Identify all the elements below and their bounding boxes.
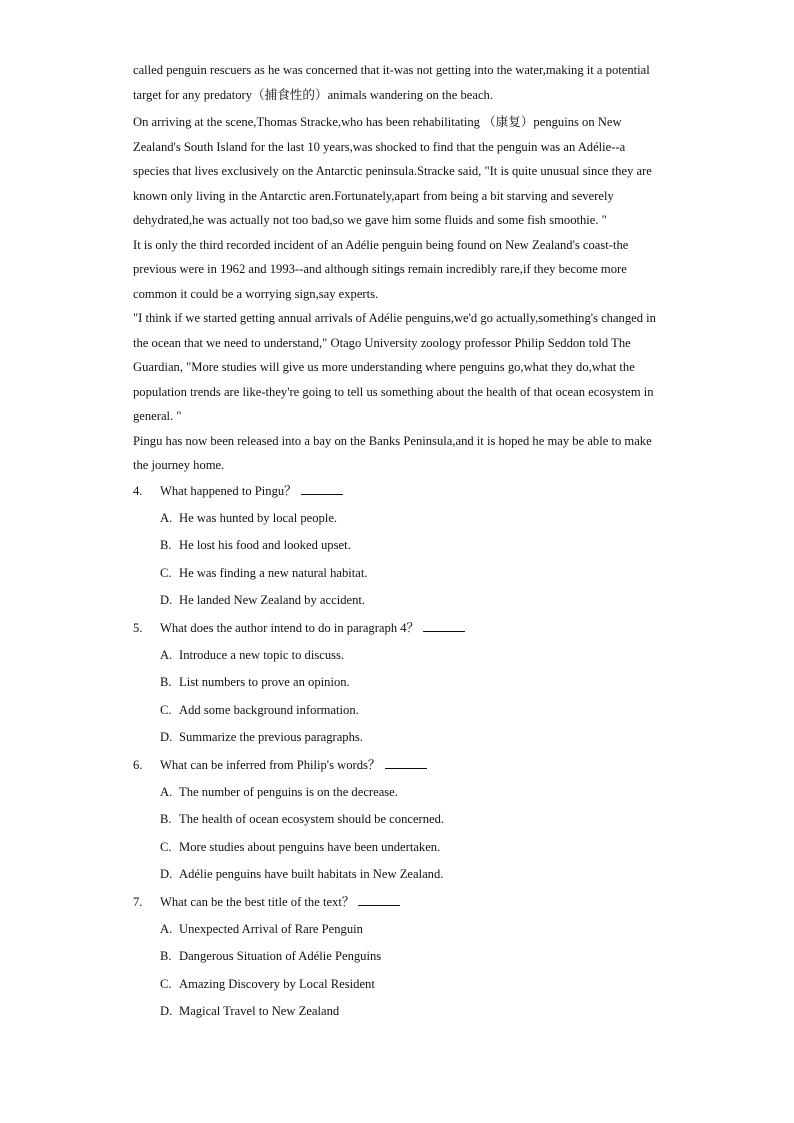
question-text: What happened to Pingu？ — [160, 483, 297, 498]
question-number: 5. — [133, 620, 143, 635]
question-text: What can be the best title of the text？ — [160, 894, 355, 909]
paragraph: Pingu has now been released into a bay on the Banks Peninsula,and it is hoped he may be able to make the journey home. — [133, 433, 652, 472]
option-text: The health of ocean ecosystem should be concerned. — [179, 812, 445, 826]
option-text: The number of penguins is on the decrease. — [179, 784, 398, 799]
question-text: What can be inferred from Philip's words？ — [160, 757, 381, 772]
option-d[interactable] — [133, 998, 663, 1026]
option-c[interactable] — [133, 560, 663, 588]
option-a[interactable] — [133, 505, 663, 533]
option-a[interactable] — [133, 916, 663, 944]
question-4 — [133, 478, 663, 505]
option-letter: B. — [160, 812, 172, 826]
option-b[interactable] — [133, 532, 663, 560]
option-letter: B. — [160, 675, 172, 689]
answer-blank[interactable] — [385, 754, 427, 769]
answer-blank[interactable] — [301, 480, 343, 495]
option-text: Unexpected Arrival of Rare Penguin — [179, 921, 363, 936]
question-number: 6. — [133, 757, 143, 772]
option-letter: A. — [160, 921, 173, 936]
option-text: He was finding a new natural habitat. — [179, 565, 368, 580]
option-letter: A. — [160, 647, 173, 662]
paragraph: On arriving at the scene,Thomas Stracke,who has been rehabilitating （康复）penguins on New Zealand's South Island for the last 10 years,was shocked to find that the penguin was an Adélie--a species that lives exclusively on the Antarctic peninsula.Stracke said, "It is quite unusual since they are known only living in the Antarctic aren.Fortunately,apart from being a bit starving and severely dehydrated,he was actually not too bad,so we gave him some fluids and some fish smoothie. " — [133, 115, 652, 227]
question-5 — [133, 615, 663, 642]
paragraph: It is only the third recorded incident of an Adélie penguin being found on New Zealand's coast-the previous were in 1962 and 1993--and although sitings remain incredibly rare,if they become more common it could be a worrying sign,say experts. — [133, 237, 629, 301]
option-d[interactable] — [133, 861, 663, 889]
option-text: Magical Travel to New Zealand — [179, 1004, 340, 1018]
option-text: Introduce a new topic to discuss. — [179, 647, 345, 662]
option-b[interactable] — [133, 806, 663, 834]
option-text: Add some background information. — [179, 702, 359, 717]
paragraph: called penguin rescuers as he was concerned that it-was not getting into the water,making it a potential target for any predatory（捕食性的）animals wandering on the beach. — [133, 63, 650, 102]
option-letter: C. — [160, 565, 172, 580]
option-text: He lost his food and looked upset. — [179, 538, 351, 552]
option-letter: D. — [160, 867, 173, 881]
option-text: Adélie penguins have built habitats in New Zealand. — [179, 867, 444, 881]
question-number: 4. — [133, 483, 143, 498]
option-a[interactable] — [133, 779, 663, 807]
option-a[interactable] — [133, 642, 663, 670]
option-b[interactable] — [133, 669, 663, 697]
question-6 — [133, 752, 663, 779]
option-text: More studies about penguins have been undertaken. — [179, 839, 441, 854]
option-letter: A. — [160, 510, 173, 525]
option-letter: B. — [160, 949, 172, 963]
question-number: 7. — [133, 894, 143, 909]
paragraph: "I think if we started getting annual arrivals of Adélie penguins,we'd go actually,something's changed in the ocean that we need to understand," Otago University zoology professor Philip Seddon told The Guardian, "More studies will give us more understanding where penguins go,what they do,what the population trends are like-they're going to tell us something about the health of that ocean ecosystem in general. " — [133, 311, 656, 423]
option-d[interactable] — [133, 724, 663, 752]
option-letter: C. — [160, 702, 172, 717]
option-letter: C. — [160, 976, 172, 991]
question-text: What does the author intend to do in paragraph 4？ — [160, 620, 420, 635]
option-letter: D. — [160, 730, 173, 744]
option-text: He landed New Zealand by accident. — [179, 593, 366, 607]
option-text: He was hunted by local people. — [179, 510, 338, 525]
option-letter: D. — [160, 1004, 173, 1018]
option-c[interactable] — [133, 971, 663, 999]
option-letter: B. — [160, 538, 172, 552]
option-text: Dangerous Situation of Adélie Penguins — [179, 949, 382, 963]
option-text: Amazing Discovery by Local Resident — [179, 976, 375, 991]
option-text: List numbers to prove an opinion. — [179, 675, 350, 689]
option-c[interactable] — [133, 697, 663, 725]
question-7 — [133, 889, 663, 916]
answer-blank[interactable] — [423, 617, 465, 632]
option-c[interactable] — [133, 834, 663, 862]
answer-blank[interactable] — [358, 891, 400, 906]
option-letter: D. — [160, 593, 173, 607]
document-page — [133, 58, 663, 1026]
option-b[interactable] — [133, 943, 663, 971]
option-letter: A. — [160, 784, 173, 799]
option-d[interactable] — [133, 587, 663, 615]
option-letter: C. — [160, 839, 172, 854]
option-text: Summarize the previous paragraphs. — [179, 730, 363, 744]
